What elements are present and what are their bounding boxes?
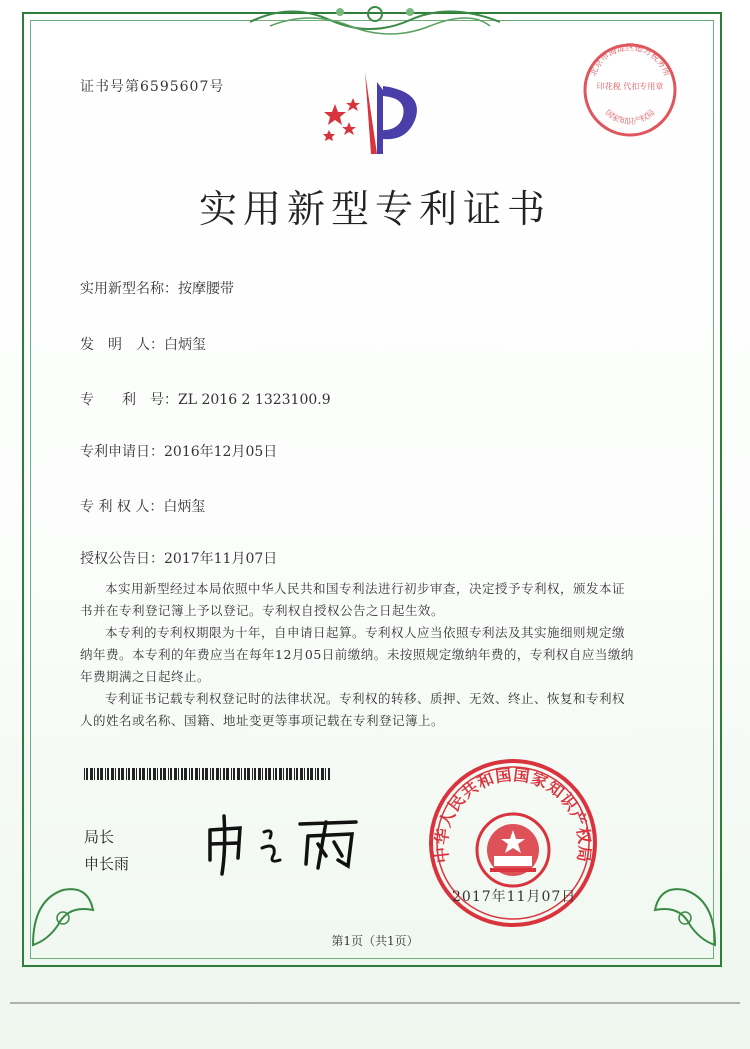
barcode-bar: [321, 768, 324, 780]
barcode-bar: [247, 768, 250, 780]
barcode-bar: [115, 768, 116, 780]
barcode-bar: [220, 768, 221, 780]
barcode-bar: [142, 768, 145, 780]
body-paragraph: 本实用新型经过本局依照中华人民共和国专利法进行初步审查，决定授予专利权，颁发本证书并在专利登记簿上予以登记。专利权自授权公告之日起生效。: [80, 581, 626, 618]
barcode-bar: [328, 768, 330, 780]
barcode-bar: [202, 768, 204, 780]
barcode-bar: [168, 768, 169, 780]
barcode-bar: [304, 768, 305, 780]
field-label: 专 利 权 人：: [80, 499, 164, 515]
field-label: 专利申请日：: [80, 444, 164, 460]
barcode-bar: [254, 768, 256, 780]
barcode-bar: [90, 768, 93, 780]
barcode-bar: [149, 768, 151, 780]
field-value: 白炳玺: [164, 337, 206, 353]
barcode-bar: [157, 768, 158, 780]
field-label: 专 利 号：: [80, 392, 178, 408]
barcode-bar: [174, 768, 177, 780]
svg-text:国家知识产权局: [604, 108, 657, 126]
barcode-bar: [265, 768, 267, 780]
small-seal-outer-text: 北京市海淀区德方税务所: [588, 43, 672, 78]
barcode-bar: [296, 768, 298, 780]
signatory-name: 申长雨: [84, 855, 130, 873]
field-label: 授权公告日：: [80, 551, 164, 567]
field-value: 按摩腰带: [178, 281, 234, 297]
certificate-number: 证书号第6595607号: [80, 79, 225, 95]
body-paragraph: 专利证书记载专利权登记时的法律状况。专利权的转移、质押、无效、终止、恢复和专利权人的姓名或名称、国籍、地址变更等事项记载在专利登记簿上。: [80, 691, 626, 728]
barcode-bar: [286, 768, 288, 780]
barcode-bar: [163, 768, 166, 780]
barcode-bar: [184, 768, 187, 780]
barcode-bar: [160, 768, 162, 780]
barcode-bar: [289, 768, 292, 780]
barcode-bar: [279, 768, 282, 780]
top-ornament: [250, 0, 500, 40]
field-patentee: [80, 496, 205, 516]
barcode-bar: [205, 768, 208, 780]
barcode-bar: [241, 768, 242, 780]
field-value: 白炳玺: [163, 499, 206, 515]
body-paragraph: 本专利的专利权期限为十年，自申请日起算。专利权人应当依照专利法及其实施细则规定缴纳年费。本专利的年费应当在每年12月05日前缴纳。未按照规定缴纳年费的，专利权自应当缴纳年费期满之日起终止。: [80, 625, 634, 684]
barcode-bar: [178, 768, 179, 780]
barcode: [84, 768, 330, 780]
barcode-bar: [210, 768, 211, 780]
barcode-bar: [111, 768, 114, 780]
field-utility-model-name: [80, 278, 234, 298]
barcode-bar: [139, 768, 141, 780]
svg-text:北京市海淀区德方税务所: [588, 42, 673, 78]
barcode-bar: [212, 768, 214, 780]
barcode-bar: [223, 768, 225, 780]
barcode-bar: [300, 768, 303, 780]
barcode-bar: [128, 768, 130, 780]
barcode-bar: [118, 768, 120, 780]
barcode-bar: [100, 768, 103, 780]
signatory-title: 局长: [84, 828, 115, 846]
field-value: 2016年12月05日: [164, 444, 278, 460]
barcode-bar: [307, 768, 309, 780]
barcode-bar: [226, 768, 229, 780]
barcode-bar: [237, 768, 240, 780]
barcode-bar: [84, 768, 85, 780]
barcode-bar: [325, 768, 326, 780]
barcode-bar: [121, 768, 124, 780]
barcode-bar: [268, 768, 271, 780]
barcode-bar: [273, 768, 274, 780]
field-value: ZL 2016 2 1323100.9: [178, 392, 331, 408]
barcode-bar: [105, 768, 106, 780]
barcode-bar: [252, 768, 253, 780]
field-label: 发 明 人：: [80, 337, 164, 353]
field-patent-number: [80, 389, 331, 409]
barcode-bar: [233, 768, 235, 780]
barcode-bar: [86, 768, 88, 780]
certificate-body-text: [80, 578, 636, 732]
barcode-bar: [275, 768, 277, 780]
barcode-bar: [244, 768, 246, 780]
barcode-bar: [310, 768, 313, 780]
barcode-bar: [317, 768, 319, 780]
field-application-date: [80, 441, 277, 461]
barcode-bar: [199, 768, 200, 780]
barcode-bar: [189, 768, 190, 780]
barcode-bar: [153, 768, 156, 780]
barcode-bar: [262, 768, 263, 780]
page-indicator: 第1页（共1页）: [331, 934, 419, 948]
barcode-bar: [147, 768, 148, 780]
field-grant-date: [80, 548, 277, 568]
barcode-bar: [94, 768, 95, 780]
barcode-bar: [216, 768, 219, 780]
barcode-bar: [315, 768, 316, 780]
seal-issuer-text: 中华人民共和国国家知识产权局: [431, 765, 595, 864]
barcode-bar: [231, 768, 232, 780]
certificate-title: 实用新型专利证书: [198, 187, 551, 231]
small-seal-bottom-text: 国家知识产权局: [603, 107, 657, 127]
barcode-bar: [191, 768, 193, 780]
barcode-bar: [294, 768, 295, 780]
stamp-duty-seal: [582, 42, 678, 138]
barcode-bar: [170, 768, 172, 780]
field-value: 2017年11月07日: [164, 551, 278, 567]
barcode-bar: [195, 768, 198, 780]
barcode-bar: [136, 768, 137, 780]
barcode-bar: [283, 768, 284, 780]
barcode-bar: [97, 768, 99, 780]
director-signature: [196, 808, 366, 878]
patent-office-logo: [315, 72, 435, 162]
barcode-bar: [107, 768, 109, 780]
scan-edge-line: [10, 1002, 740, 1004]
field-inventor: [80, 334, 206, 354]
field-label: 实用新型名称：: [80, 281, 178, 297]
seal-date: 2017年11月07日: [452, 889, 577, 905]
barcode-bar: [132, 768, 135, 780]
barcode-bar: [181, 768, 183, 780]
barcode-bar: [258, 768, 261, 780]
barcode-bar: [126, 768, 127, 780]
small-seal-center-text: 印花税 代扣专用章: [596, 82, 664, 91]
